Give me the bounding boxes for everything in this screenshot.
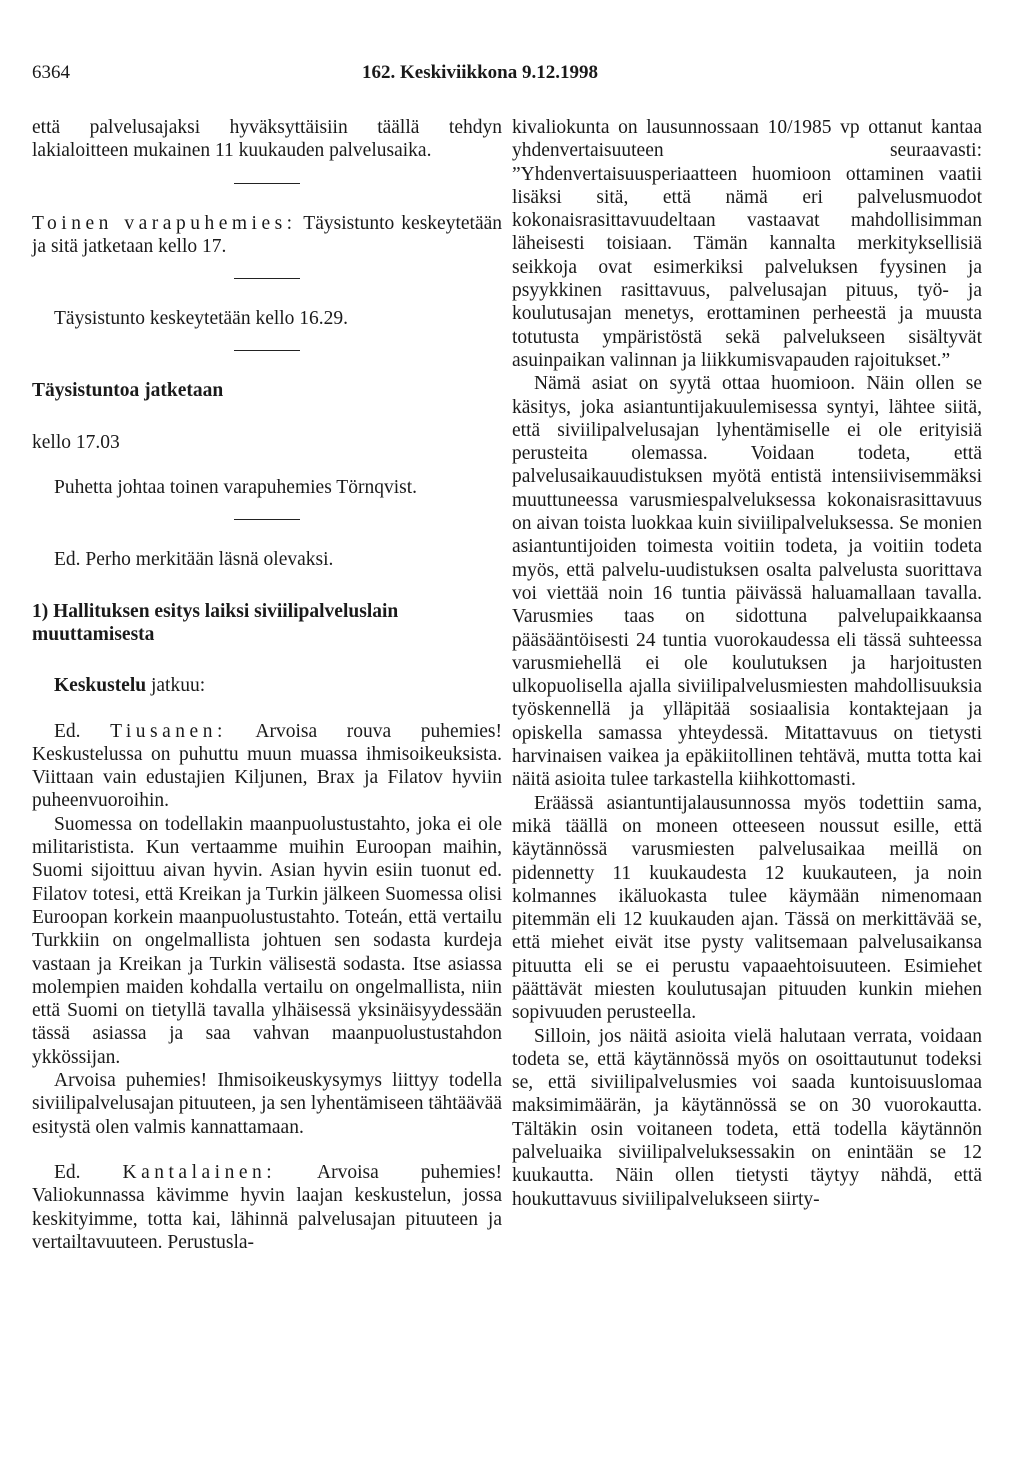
speaker-prefix: Ed.: [54, 720, 111, 742]
speaker-name: Toinen varapuhemies:: [32, 212, 297, 234]
page-number: 6364: [32, 62, 70, 83]
paragraph: että palvelusajaksi hyväksyttäisiin täällä tehdyn lakialoitteen mukainen 11 kuukauden palvelusaika.: [32, 117, 502, 162]
paragraph: [32, 1161, 502, 1254]
speech-text: Arvoisa puhemies! Valiokunnassa kävimme hyvin laajan keskustelun, jossa keskityimme, totta kai, lähinnä palvelusajan pituuteen ja vertailtavuuteen. Perustusla-: [32, 1161, 502, 1253]
discussion-label-rest: jatkuu:: [146, 675, 206, 697]
speaker-name: Kantalainen:: [122, 1161, 277, 1183]
right-column: [512, 116, 982, 1211]
section-heading: 1) Hallituksen esitys laiksi siviilipalveluslain muuttamisesta: [32, 600, 399, 645]
paragraph: Suomessa on todellakin maanpuolustustahto, joka ei ole militaristista. Kun vertaamme muihin Euroopan maihin, Suomi sijoittuu aivan hyvin. Asian hyvin esiin tuonut ed. Filatov totesi, että Kreikan ja Turkin jälkeen Suomessa olisi Euroopan korkein maanpuolustustahto. Toteán, että vertailu Turkkiin on ongelmallista johtuen sen sodasta kurdeja vastaan ja Kreikan ja Turkin välisestä sodasta. Itse asiassa molempien maiden kohdalla vertailu on ongelmallista, niin että Suomi on tietyllä tavalla ylhäisessä yksinäisyydessään tässä asiassa ja saa vahvan maanpuolustustahdon ykkössijan.: [32, 813, 502, 1068]
speech-text: Arvoisa rouva puhemies! Keskustelussa on puhuttu muun muassa ihmisoikeuksista. Viittaan vain edustajien Kiljunen, Brax ja Filatov hyviin puheenvuoroihin.: [32, 720, 502, 812]
paragraph: [32, 720, 502, 813]
speaker-name: Tiusanen:: [110, 720, 227, 742]
speech-text: Täysistunto keskeytetään ja sitä jatketaan kello 17.: [32, 212, 503, 257]
paragraph: kello 17.03: [32, 431, 120, 453]
left-column: [32, 116, 502, 1254]
paragraph: Eräässä asiantuntijalausunnossa myös todettiin sama, mikä täällä on moneen otteeseen noussut esille, että käytännössä varusmiesten palvelusaikaa meillä on pidennetty 11 kuukaudesta 12 kuukauteen, ja noin kolmannes ikäluokasta tulee käymään nimenomaan pitemmän eli 12 kuukauden ajan. Tässä on merkittävää se, että miehet eivät itse pysty valitsemaan palvelusaikansa pituutta eli se ei perustu vapaaehtoisuuteen. Esimiehet päättävät miesten koulutusajan pituuden kunkin miehen sopivuuden perusteella.: [512, 792, 982, 1024]
paragraph: Nämä asiat on syytä ottaa huomioon. Näin ollen se käsitys, joka asiantuntijakuulemisessa syntyi, lähtee siitä, että siviilipalvelusajan lyhentämiselle ei ole erityisiä perusteita olemassa. Voidaan todeta, että palvelusaikauudistuksen myötä entistä intensiivisemmäksi muuttuneessa varusmiespalveluksessa kokonaisrasittavuus on aivan toista luokkaa kuin siviilipalveluksessa. Se monien asiantuntijoiden toimesta voitiin todeta, ja voitiin todeta myös, että palvelu-uudistuksen osalta palvelusta suorittava voi viettää noin 16 tuntia päivässä haluamallaan tavalla. Varusmies taas on sidottuna palvelupaikkaansa pääsääntöisesti 24 tuntia vuorokaudessa eli tässä suhteessa varusmiehellä ei ole koulutuksen ja harjoitusten ulkopuolisella ajalla siviilipalvelusmiesten mahdollisuuksia työskennellä ja ylläpitää sosiaalisia kontaktejaan ja opiskella samassa yhteydessä. Mitattavuus on tietysti harvinaisen vaikea ja epäkiitollinen tehtävä, mutta totta kai näitä asioita tulee tarkastella kiihkottomasti.: [512, 373, 982, 791]
paragraph: Täysistunto keskeytetään kello 16.29.: [54, 308, 349, 330]
section-heading: Täysistuntoa jatketaan: [32, 380, 224, 402]
paragraph: [32, 674, 502, 697]
paragraph: Silloin, jos näitä asioita vielä halutaan verrata, voidaan todeta se, että käytännössä myös on osoittautunut todeksi se, että siviilipalvelusmies voi saada kuntoisuuslomaa maksimimäärän, ja käytännössä se on 30 vuorokautta. Tältäkin osin voitaneen todeta, että todella käytännön palveluaika siviilipalveluksessakin on enintään se 12 kuukautta. Näin ollen tietysti täytyy nähdä, että houkuttavuus siviilipalvelukseen siirty-: [512, 1025, 982, 1210]
page-header: 162. Keskiviikkona 9.12.1998: [362, 62, 598, 83]
speaker-prefix: Ed.: [54, 1161, 123, 1183]
paragraph: Arvoisa puhemies! Ihmisoikeuskysymys liittyy todella siviilipalvelusajan pituuteen, ja sen lyhentämiseen tähtäävää esitystä olen valmis kannattamaan.: [32, 1070, 503, 1138]
paragraph: Ed. Perho merkitään läsnä olevaksi.: [54, 549, 334, 571]
paragraph: [32, 212, 502, 259]
discussion-label: Keskustelu: [54, 675, 147, 697]
paragraph: Puhetta johtaa toinen varapuhemies Törnqvist.: [54, 477, 418, 499]
paragraph: kivaliokunta on lausunnossaan 10/1985 vp ottanut kantaa yhdenvertaisuuteen seuraavasti: ”Yhdenvertaisuusperiaatteen huomioon ottaminen vaatii lisäksi sitä, että nämä eri palvelusmuodot kokonaisrasittavuudeltaan vastaavat mahdollisimman läheisesti toisiaan. Tämän kannalta merkityksellisiä seikkoja ovat esimerkiksi palveluksen fyysinen ja psyykkinen rasittavuus, palvelusajan pituus, työ- ja koulutusajan menetys, erottaminen perheestä ja muusta totutusta ympäristöstä sekä palvelukseen sisältyvät asuinpaikan valinnan ja liikkumisvapauden rajoitukset.”: [512, 117, 982, 371]
